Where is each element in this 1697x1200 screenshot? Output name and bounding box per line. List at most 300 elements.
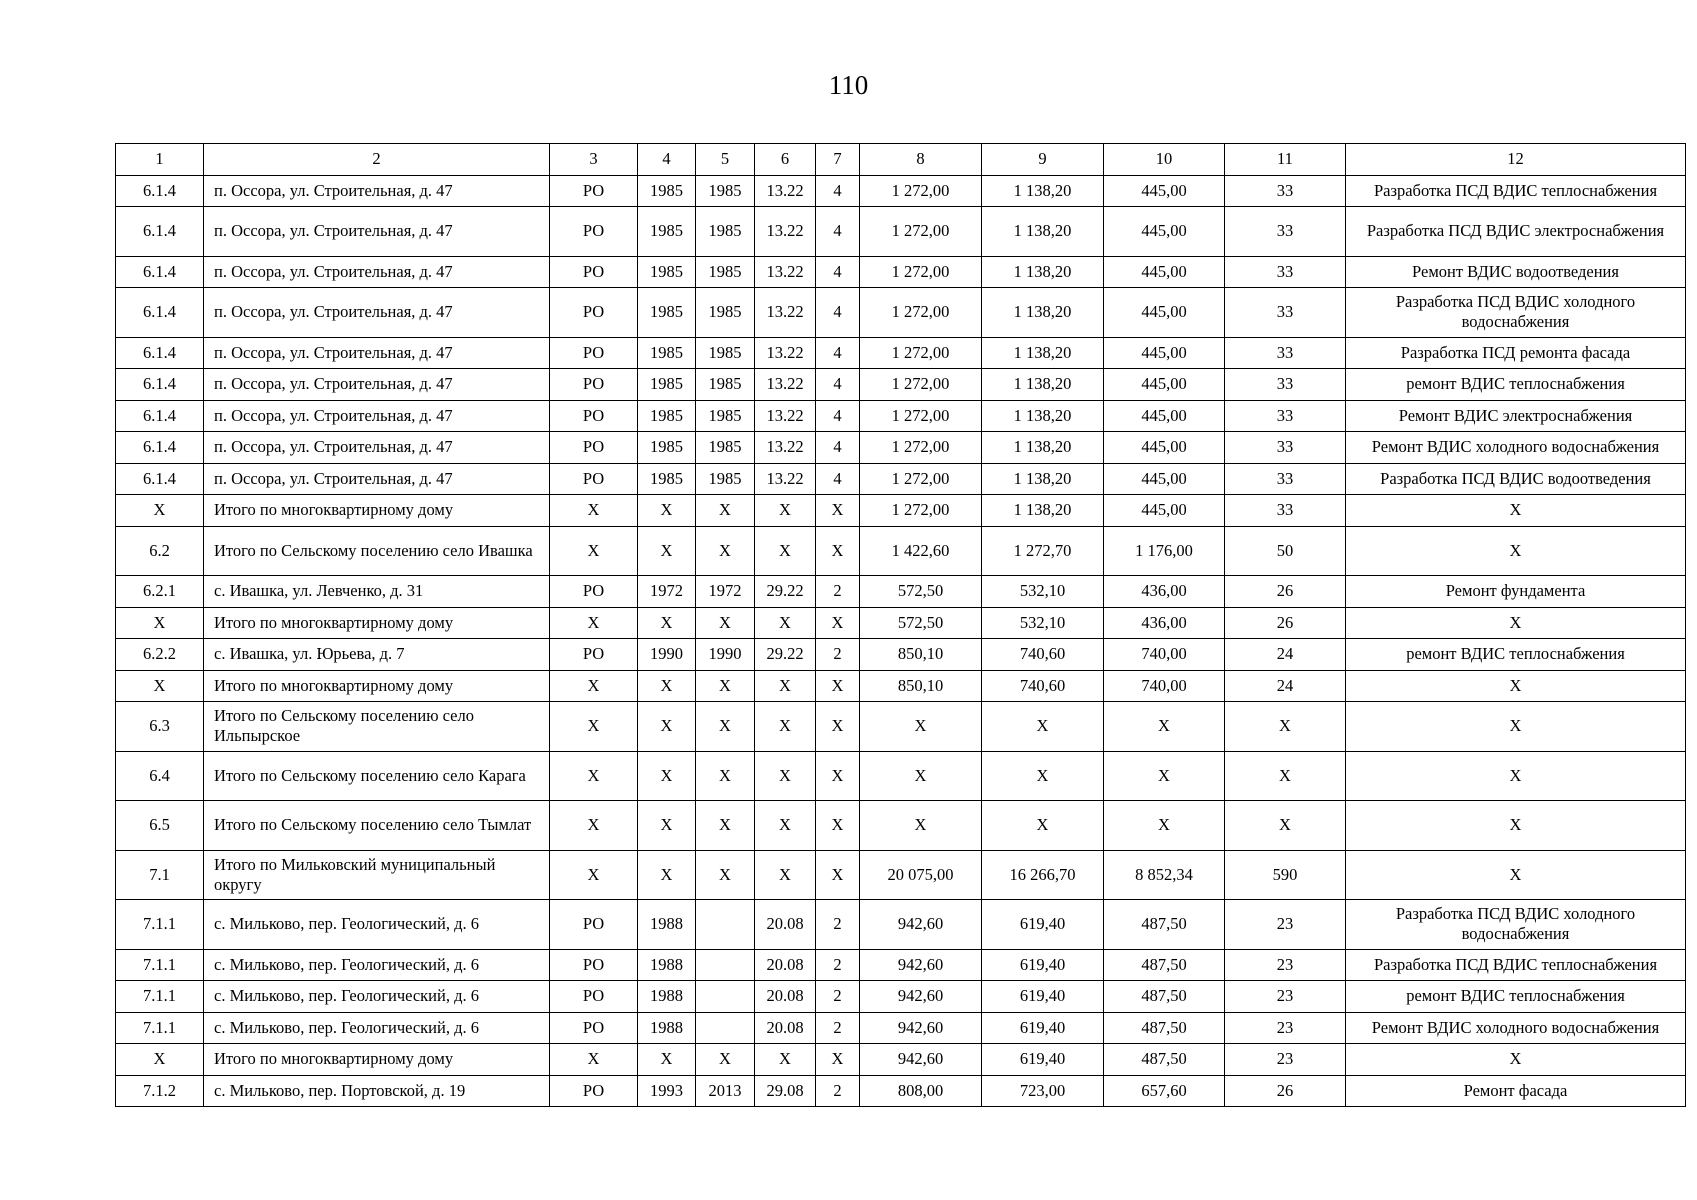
cell-row-number: Х <box>116 670 204 702</box>
cell-work-type: Х <box>1346 702 1686 752</box>
cell-area-10: 8 852,34 <box>1104 850 1225 900</box>
cell-row-number: 6.4 <box>116 751 204 801</box>
cell-floors: Х <box>816 526 860 576</box>
cell-living-area: 1 138,20 <box>982 207 1104 257</box>
cell-floors: Х <box>816 801 860 851</box>
cell-total-area: 20 075,00 <box>860 850 982 900</box>
cell-area-10: 487,50 <box>1104 981 1225 1013</box>
table-row <box>116 1075 1686 1107</box>
cell-owner-type: Х <box>550 751 638 801</box>
cell-residents: 33 <box>1225 288 1346 338</box>
cell-floors: 4 <box>816 432 860 464</box>
cell-floors: Х <box>816 850 860 900</box>
column-header-10: 10 <box>1104 144 1225 176</box>
cell-work-type: Х <box>1346 495 1686 527</box>
cell-year-commissioned: 1985 <box>696 256 755 288</box>
cell-work-type: ремонт ВДИС теплоснабжения <box>1346 369 1686 401</box>
cell-row-number: 7.1.1 <box>116 981 204 1013</box>
column-header-8: 8 <box>860 144 982 176</box>
cell-living-area: 619,40 <box>982 949 1104 981</box>
cell-owner-type: Х <box>550 1044 638 1076</box>
cell-living-area: 619,40 <box>982 900 1104 950</box>
cell-owner-type: РО <box>550 639 638 671</box>
cell-area-10: 445,00 <box>1104 495 1225 527</box>
cell-floors: 2 <box>816 1075 860 1107</box>
cell-residents: 33 <box>1225 400 1346 432</box>
cell-year-built: 1990 <box>638 639 696 671</box>
cell-year-built: Х <box>638 526 696 576</box>
cell-address: с. Ивашка, ул. Левченко, д. 31 <box>204 576 550 608</box>
cell-cell-6: 13.22 <box>755 337 816 369</box>
cell-living-area: 740,60 <box>982 670 1104 702</box>
cell-owner-type: Х <box>550 670 638 702</box>
cell-total-area: 1 272,00 <box>860 463 982 495</box>
cell-owner-type: РО <box>550 207 638 257</box>
cell-residents: 33 <box>1225 495 1346 527</box>
cell-total-area: 572,50 <box>860 607 982 639</box>
cell-year-built: Х <box>638 702 696 752</box>
cell-address: Итого по многоквартирному дому <box>204 670 550 702</box>
cell-residents: 33 <box>1225 337 1346 369</box>
cell-row-number: 6.1.4 <box>116 463 204 495</box>
cell-address: с. Мильково, пер. Геологический, д. 6 <box>204 981 550 1013</box>
table-row <box>116 900 1686 950</box>
cell-year-commissioned: Х <box>696 702 755 752</box>
cell-work-type: Х <box>1346 607 1686 639</box>
cell-area-10: 445,00 <box>1104 207 1225 257</box>
cell-residents: 33 <box>1225 463 1346 495</box>
cell-cell-6: 13.22 <box>755 175 816 207</box>
table-row <box>116 432 1686 464</box>
cell-year-commissioned <box>696 949 755 981</box>
cell-cell-6: Х <box>755 850 816 900</box>
cell-cell-6: Х <box>755 1044 816 1076</box>
cell-residents: 26 <box>1225 1075 1346 1107</box>
cell-floors: 2 <box>816 949 860 981</box>
cell-work-type: Разработка ПСД ВДИС электроснабжения <box>1346 207 1686 257</box>
cell-year-built: Х <box>638 1044 696 1076</box>
table-row <box>116 1012 1686 1044</box>
cell-living-area: 1 138,20 <box>982 432 1104 464</box>
cell-owner-type: Х <box>550 850 638 900</box>
table-row <box>116 337 1686 369</box>
cell-living-area: 740,60 <box>982 639 1104 671</box>
cell-living-area: 1 138,20 <box>982 175 1104 207</box>
cell-total-area: 942,60 <box>860 949 982 981</box>
cell-owner-type: РО <box>550 1012 638 1044</box>
cell-floors: Х <box>816 670 860 702</box>
cell-owner-type: РО <box>550 337 638 369</box>
cell-residents: Х <box>1225 702 1346 752</box>
column-header-12: 12 <box>1346 144 1686 176</box>
cell-year-commissioned: Х <box>696 495 755 527</box>
cell-floors: Х <box>816 702 860 752</box>
cell-address: с. Мильково, пер. Геологический, д. 6 <box>204 949 550 981</box>
cell-address: Итого по многоквартирному дому <box>204 495 550 527</box>
cell-cell-6: 29.08 <box>755 1075 816 1107</box>
cell-floors: 2 <box>816 576 860 608</box>
cell-cell-6: Х <box>755 495 816 527</box>
cell-cell-6: Х <box>755 670 816 702</box>
cell-residents: 24 <box>1225 670 1346 702</box>
cell-floors: Х <box>816 751 860 801</box>
cell-total-area: 850,10 <box>860 639 982 671</box>
cell-year-commissioned: 1985 <box>696 337 755 369</box>
cell-residents: 23 <box>1225 1044 1346 1076</box>
cell-floors: 4 <box>816 175 860 207</box>
cell-area-10: 445,00 <box>1104 337 1225 369</box>
cell-year-commissioned: 2013 <box>696 1075 755 1107</box>
cell-residents: 33 <box>1225 432 1346 464</box>
cell-address: п. Оссора, ул. Строительная, д. 47 <box>204 432 550 464</box>
cell-owner-type: Х <box>550 607 638 639</box>
cell-residents: Х <box>1225 801 1346 851</box>
cell-total-area: 1 272,00 <box>860 207 982 257</box>
cell-total-area: 1 272,00 <box>860 400 982 432</box>
cell-area-10: 445,00 <box>1104 432 1225 464</box>
cell-row-number: 6.1.4 <box>116 369 204 401</box>
cell-year-built: 1985 <box>638 288 696 338</box>
cell-owner-type: РО <box>550 900 638 950</box>
cell-cell-6: Х <box>755 801 816 851</box>
cell-cell-6: 29.22 <box>755 639 816 671</box>
cell-area-10: 487,50 <box>1104 1044 1225 1076</box>
cell-row-number: 6.1.4 <box>116 337 204 369</box>
cell-residents: 50 <box>1225 526 1346 576</box>
cell-residents: 23 <box>1225 981 1346 1013</box>
cell-year-commissioned: Х <box>696 526 755 576</box>
cell-address: Итого по многоквартирному дому <box>204 1044 550 1076</box>
cell-year-built: Х <box>638 751 696 801</box>
cell-address: п. Оссора, ул. Строительная, д. 47 <box>204 207 550 257</box>
cell-floors: 4 <box>816 288 860 338</box>
cell-residents: 26 <box>1225 607 1346 639</box>
cell-year-commissioned: Х <box>696 850 755 900</box>
cell-total-area: 1 272,00 <box>860 495 982 527</box>
cell-year-commissioned: Х <box>696 1044 755 1076</box>
cell-row-number: 6.2.1 <box>116 576 204 608</box>
cell-work-type: Х <box>1346 801 1686 851</box>
cell-area-10: Х <box>1104 751 1225 801</box>
cell-address: с. Мильково, пер. Портовской, д. 19 <box>204 1075 550 1107</box>
cell-address: п. Оссора, ул. Строительная, д. 47 <box>204 463 550 495</box>
cell-total-area: 942,60 <box>860 1012 982 1044</box>
cell-work-type: Разработка ПСД ВДИС водоотведения <box>1346 463 1686 495</box>
cell-area-10: 445,00 <box>1104 256 1225 288</box>
cell-floors: Х <box>816 1044 860 1076</box>
cell-address: Итого по Сельскому поселению село Карага <box>204 751 550 801</box>
cell-owner-type: Х <box>550 526 638 576</box>
cell-year-commissioned: Х <box>696 607 755 639</box>
cell-row-number: Х <box>116 1044 204 1076</box>
page-number: 110 <box>828 70 869 100</box>
cell-row-number: 6.1.4 <box>116 432 204 464</box>
cell-owner-type: РО <box>550 432 638 464</box>
cell-total-area: 572,50 <box>860 576 982 608</box>
cell-living-area: 1 138,20 <box>982 288 1104 338</box>
cell-cell-6: 13.22 <box>755 400 816 432</box>
cell-owner-type: РО <box>550 256 638 288</box>
cell-row-number: 6.3 <box>116 702 204 752</box>
cell-owner-type: РО <box>550 981 638 1013</box>
cell-total-area: 1 422,60 <box>860 526 982 576</box>
cell-cell-6: Х <box>755 702 816 752</box>
table-header-row <box>116 144 1686 176</box>
cell-work-type: Разработка ПСД ВДИС холодного водоснабжения <box>1346 900 1686 950</box>
table-body <box>116 175 1686 1107</box>
cell-residents: 33 <box>1225 207 1346 257</box>
cell-year-commissioned <box>696 981 755 1013</box>
cell-total-area: 1 272,00 <box>860 337 982 369</box>
cell-total-area: 1 272,00 <box>860 288 982 338</box>
cell-year-commissioned: 1985 <box>696 400 755 432</box>
cell-year-commissioned: 1985 <box>696 369 755 401</box>
cell-row-number: 6.1.4 <box>116 288 204 338</box>
cell-total-area: 850,10 <box>860 670 982 702</box>
cell-year-built: 1985 <box>638 175 696 207</box>
cell-address: Итого по Сельскому поселению село Ильпырское <box>204 702 550 752</box>
cell-total-area: 942,60 <box>860 1044 982 1076</box>
cell-work-type: Разработка ПСД ВДИС теплоснабжения <box>1346 175 1686 207</box>
table-row <box>116 949 1686 981</box>
cell-work-type: ремонт ВДИС теплоснабжения <box>1346 981 1686 1013</box>
cell-year-built: Х <box>638 801 696 851</box>
column-header-9: 9 <box>982 144 1104 176</box>
cell-address: с. Мильково, пер. Геологический, д. 6 <box>204 1012 550 1044</box>
table-row <box>116 607 1686 639</box>
cell-year-built: 1972 <box>638 576 696 608</box>
cell-year-built: 1985 <box>638 463 696 495</box>
column-header-7: 7 <box>816 144 860 176</box>
cell-work-type: Х <box>1346 526 1686 576</box>
cell-address: п. Оссора, ул. Строительная, д. 47 <box>204 337 550 369</box>
cell-year-built: Х <box>638 495 696 527</box>
cell-residents: 33 <box>1225 256 1346 288</box>
cell-area-10: 436,00 <box>1104 576 1225 608</box>
table-row <box>116 751 1686 801</box>
cell-floors: 2 <box>816 639 860 671</box>
cell-total-area: Х <box>860 751 982 801</box>
cell-row-number: 7.1.2 <box>116 1075 204 1107</box>
cell-living-area: 532,10 <box>982 607 1104 639</box>
cell-floors: 4 <box>816 256 860 288</box>
cell-address: Итого по Сельскому поселению село Ивашка <box>204 526 550 576</box>
cell-year-built: 1988 <box>638 949 696 981</box>
table-row <box>116 576 1686 608</box>
cell-year-commissioned <box>696 1012 755 1044</box>
table-row <box>116 1044 1686 1076</box>
cell-residents: 590 <box>1225 850 1346 900</box>
cell-floors: Х <box>816 495 860 527</box>
cell-floors: 4 <box>816 400 860 432</box>
cell-cell-6: Х <box>755 751 816 801</box>
cell-owner-type: РО <box>550 288 638 338</box>
cell-work-type: Ремонт ВДИС водоотведения <box>1346 256 1686 288</box>
table-row <box>116 175 1686 207</box>
cell-cell-6: 20.08 <box>755 900 816 950</box>
cell-owner-type: РО <box>550 576 638 608</box>
cell-year-commissioned: 1985 <box>696 288 755 338</box>
cell-year-built: 1988 <box>638 981 696 1013</box>
cell-total-area: Х <box>860 801 982 851</box>
cell-residents: 33 <box>1225 175 1346 207</box>
column-header-4: 4 <box>638 144 696 176</box>
table-row <box>116 801 1686 851</box>
cell-area-10: 487,50 <box>1104 949 1225 981</box>
cell-residents: 23 <box>1225 900 1346 950</box>
cell-living-area: 532,10 <box>982 576 1104 608</box>
cell-floors: 2 <box>816 900 860 950</box>
cell-year-built: 1985 <box>638 337 696 369</box>
cell-cell-6: 13.22 <box>755 207 816 257</box>
cell-living-area: 619,40 <box>982 1044 1104 1076</box>
cell-work-type: Ремонт ВДИС холодного водоснабжения <box>1346 1012 1686 1044</box>
cell-year-commissioned <box>696 900 755 950</box>
cell-area-10: 740,00 <box>1104 670 1225 702</box>
cell-address: с. Мильково, пер. Геологический, д. 6 <box>204 900 550 950</box>
cell-row-number: 6.1.4 <box>116 175 204 207</box>
cell-work-type: ремонт ВДИС теплоснабжения <box>1346 639 1686 671</box>
cell-area-10: 445,00 <box>1104 175 1225 207</box>
cell-area-10: 487,50 <box>1104 900 1225 950</box>
cell-year-commissioned: 1985 <box>696 207 755 257</box>
cell-year-commissioned: Х <box>696 801 755 851</box>
cell-year-built: 1993 <box>638 1075 696 1107</box>
cell-address: с. Ивашка, ул. Юрьева, д. 7 <box>204 639 550 671</box>
cell-year-commissioned: 1985 <box>696 175 755 207</box>
cell-work-type: Х <box>1346 1044 1686 1076</box>
column-header-11: 11 <box>1225 144 1346 176</box>
cell-row-number: 7.1 <box>116 850 204 900</box>
cell-row-number: 6.5 <box>116 801 204 851</box>
table-row <box>116 463 1686 495</box>
cell-row-number: Х <box>116 607 204 639</box>
cell-floors: Х <box>816 607 860 639</box>
cell-address: п. Оссора, ул. Строительная, д. 47 <box>204 175 550 207</box>
cell-total-area: 942,60 <box>860 900 982 950</box>
cell-floors: 2 <box>816 1012 860 1044</box>
cell-owner-type: РО <box>550 175 638 207</box>
table-row <box>116 670 1686 702</box>
column-header-5: 5 <box>696 144 755 176</box>
cell-year-commissioned: Х <box>696 751 755 801</box>
cell-total-area: 808,00 <box>860 1075 982 1107</box>
cell-year-built: Х <box>638 850 696 900</box>
table-row <box>116 288 1686 338</box>
cell-address: Итого по Мильковский муниципальный округу <box>204 850 550 900</box>
cell-row-number: 6.2.2 <box>116 639 204 671</box>
cell-row-number: 6.1.4 <box>116 256 204 288</box>
cell-row-number: 6.1.4 <box>116 400 204 432</box>
cell-residents: 26 <box>1225 576 1346 608</box>
cell-living-area: 1 138,20 <box>982 463 1104 495</box>
column-header-6: 6 <box>755 144 816 176</box>
cell-address: п. Оссора, ул. Строительная, д. 47 <box>204 256 550 288</box>
cell-owner-type: РО <box>550 369 638 401</box>
cell-row-number: 6.2 <box>116 526 204 576</box>
cell-owner-type: РО <box>550 949 638 981</box>
cell-living-area: 16 266,70 <box>982 850 1104 900</box>
cell-residents: 23 <box>1225 1012 1346 1044</box>
cell-total-area: 1 272,00 <box>860 175 982 207</box>
cell-cell-6: 13.22 <box>755 256 816 288</box>
cell-total-area: 1 272,00 <box>860 256 982 288</box>
cell-year-built: 1985 <box>638 432 696 464</box>
cell-floors: 4 <box>816 369 860 401</box>
cell-living-area: 1 138,20 <box>982 337 1104 369</box>
cell-area-10: Х <box>1104 702 1225 752</box>
cell-cell-6: 20.08 <box>755 949 816 981</box>
cell-living-area: 1 138,20 <box>982 369 1104 401</box>
cell-living-area: 1 272,70 <box>982 526 1104 576</box>
cell-owner-type: РО <box>550 1075 638 1107</box>
cell-year-commissioned: 1990 <box>696 639 755 671</box>
cell-row-number: 6.1.4 <box>116 207 204 257</box>
cell-living-area: 1 138,20 <box>982 400 1104 432</box>
cell-total-area: 1 272,00 <box>860 369 982 401</box>
cell-address: п. Оссора, ул. Строительная, д. 47 <box>204 369 550 401</box>
cell-work-type: Х <box>1346 751 1686 801</box>
cell-work-type: Х <box>1346 850 1686 900</box>
cell-area-10: 445,00 <box>1104 400 1225 432</box>
cell-year-commissioned: 1985 <box>696 432 755 464</box>
cell-year-built: Х <box>638 607 696 639</box>
cell-floors: 2 <box>816 981 860 1013</box>
cell-residents: 33 <box>1225 369 1346 401</box>
cell-work-type: Х <box>1346 670 1686 702</box>
cell-residents: 24 <box>1225 639 1346 671</box>
cell-row-number: 7.1.1 <box>116 900 204 950</box>
cell-row-number: Х <box>116 495 204 527</box>
table-row <box>116 850 1686 900</box>
column-header-2: 2 <box>204 144 550 176</box>
cell-living-area: Х <box>982 801 1104 851</box>
cell-residents: Х <box>1225 751 1346 801</box>
cell-owner-type: РО <box>550 463 638 495</box>
cell-cell-6: 20.08 <box>755 981 816 1013</box>
cell-cell-6: 13.22 <box>755 369 816 401</box>
cell-address: п. Оссора, ул. Строительная, д. 47 <box>204 400 550 432</box>
cell-total-area: 942,60 <box>860 981 982 1013</box>
table-row <box>116 526 1686 576</box>
cell-address: Итого по многоквартирному дому <box>204 607 550 639</box>
cell-year-commissioned: 1972 <box>696 576 755 608</box>
cell-cell-6: Х <box>755 607 816 639</box>
cell-year-commissioned: 1985 <box>696 463 755 495</box>
cell-living-area: 619,40 <box>982 1012 1104 1044</box>
cell-area-10: 445,00 <box>1104 463 1225 495</box>
column-header-1: 1 <box>116 144 204 176</box>
cell-total-area: 1 272,00 <box>860 432 982 464</box>
table-row <box>116 400 1686 432</box>
cell-year-built: 1985 <box>638 256 696 288</box>
cell-cell-6: Х <box>755 526 816 576</box>
cell-living-area: 1 138,20 <box>982 495 1104 527</box>
cell-area-10: 740,00 <box>1104 639 1225 671</box>
table-row <box>116 981 1686 1013</box>
cell-floors: 4 <box>816 337 860 369</box>
cell-year-built: 1988 <box>638 1012 696 1044</box>
cell-owner-type: Х <box>550 801 638 851</box>
cell-year-built: 1985 <box>638 369 696 401</box>
cell-living-area: Х <box>982 702 1104 752</box>
cell-work-type: Разработка ПСД ВДИС теплоснабжения <box>1346 949 1686 981</box>
cell-year-commissioned: Х <box>696 670 755 702</box>
cell-owner-type: Х <box>550 495 638 527</box>
cell-row-number: 7.1.1 <box>116 949 204 981</box>
cell-year-built: 1985 <box>638 207 696 257</box>
cell-year-built: 1988 <box>638 900 696 950</box>
